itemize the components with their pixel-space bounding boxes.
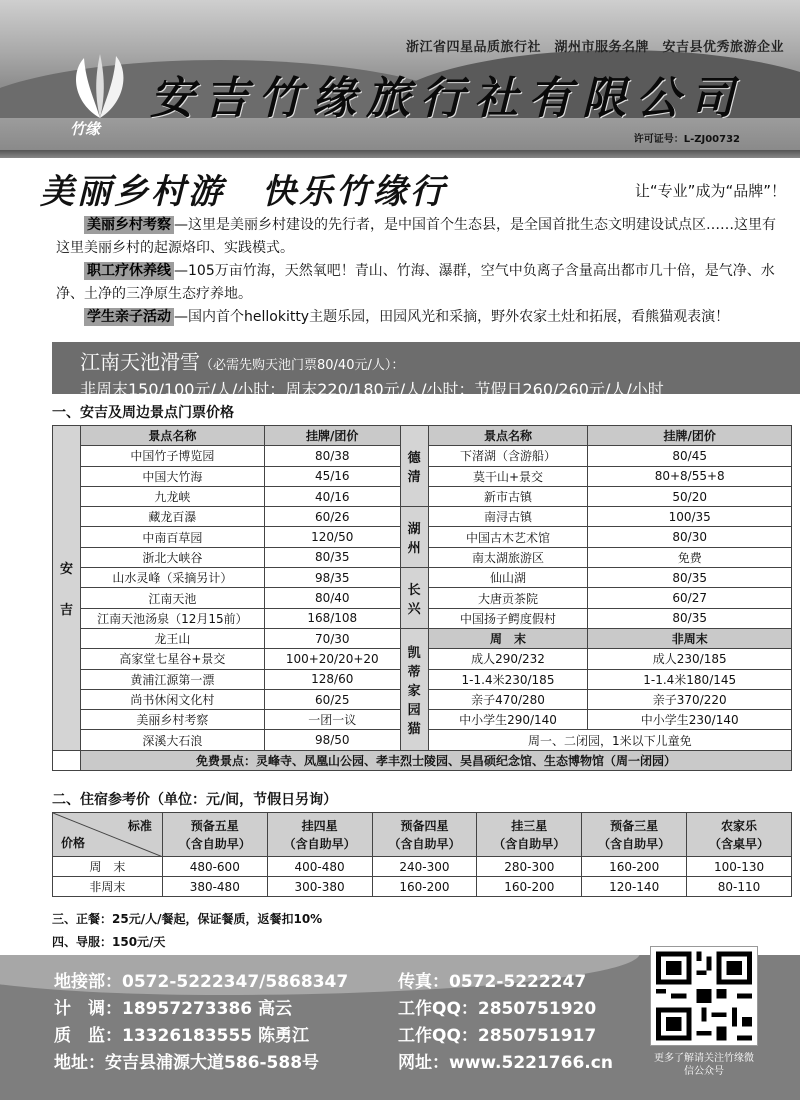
attraction-name: 新市古镇 (428, 486, 588, 506)
contact-primary: 地接部：0572-5222347/5868347 (54, 972, 349, 992)
kaidi-header-weekend: 周 末 (428, 628, 588, 648)
intro-tag: 美丽乡村考察 (84, 216, 174, 234)
lodging-price-cell: 80-110 (687, 877, 792, 897)
attraction-name: 仙山湖 (428, 568, 588, 588)
attraction-name: 中国古木艺术馆 (428, 527, 588, 547)
meal-info: 三、正餐：25元/人/餐起，保证餐质，返餐扣10% (52, 912, 323, 926)
lodging-col-header (372, 813, 477, 857)
attraction-price: 100/35 (588, 507, 792, 527)
lodging-col-title: 农家乐 (721, 818, 758, 833)
attraction-price: 168/108 (264, 608, 400, 628)
ski-banner (52, 342, 800, 399)
free-row-spacer (53, 750, 81, 770)
sub-slogan: 让“专业”成为“品牌”！ (634, 182, 786, 200)
attraction-name: 下渚湖（含游船） (428, 446, 588, 466)
lodging-price-cell: 240-300 (372, 857, 477, 877)
attraction-name: 中南百草园 (80, 527, 264, 547)
attraction-price: 80/35 (588, 608, 792, 628)
ski-prices: 非周末150/100元/人/小时；周末220/180元/人/小时；节假日260/260元/人/小时 (80, 380, 664, 399)
kaidi-weekday-price: 中小学生230/140 (588, 710, 792, 730)
lodging-col-title: 预备五星 (190, 818, 239, 833)
company-name: 安吉竹缘旅行社有限公司 (150, 73, 744, 124)
region-label-char: 家 (407, 683, 421, 699)
kaidi-weekend-price: 成人290/232 (428, 649, 588, 669)
col-header-name: 景点名称 (80, 426, 264, 446)
ski-heading (80, 346, 800, 375)
col-header-price: 挂牌/团价 (588, 426, 792, 446)
region-label-char: 湖 (407, 522, 421, 538)
attraction-name: 黄浦江源第一漂 (80, 669, 264, 689)
attraction-name: 尚书休闲文化村 (80, 689, 264, 709)
region-label-char: 凯 (407, 645, 421, 661)
intro-text: —国内首个hellokitty主题乐园，田园风光和采摘，野外农家土灶和拓展，看熊猫观表演！ (174, 309, 730, 325)
lodging-row-weekend (53, 857, 792, 877)
attraction-price: 80/35 (588, 568, 792, 588)
license-number: 许可证号：L-ZJ00732 (633, 134, 740, 145)
contact-line (54, 967, 587, 992)
contact-primary: 地址：安吉县浦源大道586-588号 (54, 1053, 320, 1073)
lodging-row-weekday (53, 877, 792, 897)
region-label-char: 吉 (59, 602, 73, 618)
lodging-col-note: （含自助早） (598, 836, 671, 851)
lodging-price-cell: 280-300 (477, 857, 582, 877)
header-divider (0, 150, 800, 158)
attraction-price: 80/40 (264, 588, 400, 608)
lodging-col-note: （含自助早） (388, 836, 461, 851)
kaidi-note: 周一、二闭园，1米以下儿童免 (428, 730, 791, 750)
kaidi-header-weekday: 非周末 (588, 628, 792, 648)
lodging-col-title: 预备三星 (610, 818, 659, 833)
ticket-price-table (52, 425, 792, 771)
attraction-name: 龙王山 (80, 628, 264, 648)
intro-text: —这里是美丽乡村建设的先行者，是中国首个生态县，是全国首批生态文明建设试点区……这里有这里美丽乡村的起源烙印、实践模式。 (56, 217, 776, 256)
ski-note: （必需先购天池门票80/40元/人）： (200, 358, 405, 373)
attraction-price: 60/27 (588, 588, 792, 608)
kaidi-weekday-price: 1-1.4米180/145 (588, 669, 792, 689)
kaidi-weekend-price: 亲子470/280 (428, 689, 588, 709)
region-label (400, 426, 428, 507)
col-header-price: 挂牌/团价 (264, 426, 400, 446)
attraction-price: 一团一议 (264, 710, 400, 730)
attraction-name: 藏龙百瀑 (80, 507, 264, 527)
lodging-corner-price: 价格 (61, 836, 86, 850)
kaidi-weekday-price: 亲子370/220 (588, 689, 792, 709)
lodging-price-cell: 160-200 (582, 857, 687, 877)
attraction-name: 中国扬子鳄度假村 (428, 608, 588, 628)
kaidi-weekend-price: 中小学生290/140 (428, 710, 588, 730)
kaidi-weekday-price: 成人230/185 (588, 649, 792, 669)
attraction-name: 南太湖旅游区 (428, 547, 588, 567)
attraction-price: 80/30 (588, 527, 792, 547)
intro-paragraph (0, 306, 786, 329)
lodging-price-cell: 300-380 (267, 877, 372, 897)
attraction-name: 大唐贡茶院 (428, 588, 588, 608)
region-label-char: 兴 (407, 602, 421, 618)
region-label-char: 清 (407, 470, 421, 486)
contact-primary: 计 调：18957273386 高云 (54, 999, 293, 1019)
region-label-char: 猫 (407, 721, 421, 737)
attraction-name: 美丽乡村考察 (80, 710, 264, 730)
lodging-price-cell: 100-130 (687, 857, 792, 877)
contact-secondary: 工作QQ：2850751917 (398, 1026, 597, 1046)
attraction-price: 128/60 (264, 669, 400, 689)
attraction-name: 高家堂七星谷+景交 (80, 649, 264, 669)
ticket-row (53, 426, 792, 446)
lodging-corner-cell (53, 813, 163, 857)
lodging-price-cell: 120-140 (582, 877, 687, 897)
region-label (400, 507, 428, 568)
intro-tag: 职工疗休养线 (84, 262, 174, 280)
attraction-price: 70/30 (264, 628, 400, 648)
attraction-price: 免费 (588, 547, 792, 567)
attraction-price: 120/50 (264, 527, 400, 547)
attraction-name: 浙北大峡谷 (80, 547, 264, 567)
intro-tag: 学生亲子活动 (84, 308, 174, 326)
attraction-price: 60/25 (264, 689, 400, 709)
lodging-price-cell: 160-200 (372, 877, 477, 897)
lodging-col-title: 预备四星 (400, 818, 449, 833)
contact-primary: 质 监：13326183555 陈勇江 (54, 1026, 310, 1046)
lodging-col-header (687, 813, 792, 857)
lodging-col-header (582, 813, 687, 857)
ticket-row (53, 507, 792, 527)
attraction-price: 45/16 (264, 466, 400, 486)
lodging-col-header (267, 813, 372, 857)
kaidi-weekend-price: 1-1.4米230/185 (428, 669, 588, 689)
intro-paragraph (0, 214, 786, 260)
attraction-price: 80/45 (588, 446, 792, 466)
lodging-price-cell: 480-600 (162, 857, 267, 877)
lodging-col-note: （含桌早） (709, 836, 770, 851)
contact-line (54, 994, 597, 1019)
lodging-col-header (162, 813, 267, 857)
region-label-char: 州 (407, 541, 421, 557)
attraction-price: 60/26 (264, 507, 400, 527)
attraction-price: 80/38 (264, 446, 400, 466)
region-label-char: 长 (407, 583, 421, 599)
intro-text: —105万亩竹海，天然氧吧！青山、竹海、瀑群，空气中负离子含量高出都市几十倍，是气净、水净、土净的三净原生态疗养地。 (56, 263, 775, 302)
attraction-name: 中国大竹海 (80, 466, 264, 486)
attraction-name: 山水灵峰（采摘另计） (80, 568, 264, 588)
ski-title: 江南天池滑雪 (80, 350, 200, 374)
lodging-row-label: 周 末 (53, 857, 163, 877)
lodging-header-row (53, 813, 792, 857)
lodging-corner-standard: 标准 (127, 819, 152, 833)
region-label (400, 568, 428, 629)
contact-line (54, 1048, 613, 1073)
lodging-col-note: （含自助早） (283, 836, 356, 851)
region-label (400, 628, 428, 750)
attraction-price: 80+8/55+8 (588, 466, 792, 486)
section-title-tickets: 一、安吉及周边景点门票价格 (52, 405, 234, 421)
region-label-char: 安 (59, 561, 73, 577)
contact-secondary: 网址：www.5221766.cn (398, 1053, 613, 1073)
attraction-price: 98/35 (264, 568, 400, 588)
contact-secondary: 传真：0572-5222247 (398, 972, 587, 992)
lodging-col-note: （含自助早） (493, 836, 566, 851)
attraction-name: 深溪大石浪 (80, 730, 264, 750)
region-label-char: 园 (407, 702, 421, 718)
header-banner (0, 0, 800, 150)
free-attractions: 免费景点：灵峰寺、凤凰山公园、孝丰烈士陵园、吴昌硕纪念馆、生态博物馆（周一闭园） (80, 750, 791, 770)
ticket-row (53, 568, 792, 588)
logo-text: 竹缘 (70, 120, 101, 138)
ticket-row (53, 628, 792, 648)
attraction-price: 40/16 (264, 486, 400, 506)
guide-info: 四、导服：150元/天 (52, 935, 166, 949)
attraction-name: 江南天池 (80, 588, 264, 608)
region-label (53, 426, 81, 751)
intro-paragraph (0, 260, 786, 306)
lodging-price-table (52, 812, 792, 897)
lodging-col-title: 挂三星 (511, 818, 548, 833)
intro-section (56, 214, 786, 329)
col-header-name: 景点名称 (428, 426, 588, 446)
section-title-lodging: 二、住宿参考价（单位：元/间，节假日另询） (52, 792, 338, 808)
free-attractions-row (53, 750, 792, 770)
lodging-price-cell: 400-480 (267, 857, 372, 877)
region-label-char: 德 (407, 451, 421, 467)
attraction-name: 南浔古镇 (428, 507, 588, 527)
wechat-qr-code-icon[interactable] (650, 946, 758, 1046)
attraction-name: 江南天池汤泉（12月15前） (80, 608, 264, 628)
lodging-col-title: 挂四星 (301, 818, 338, 833)
main-slogan: 美丽乡村游 快乐竹缘行 (40, 172, 447, 212)
qr-caption: 更多了解请关注竹缘微信公众号 (654, 1053, 754, 1077)
lodging-col-header (477, 813, 582, 857)
lodging-col-note: （含自助早） (178, 836, 251, 851)
attraction-price: 80/35 (264, 547, 400, 567)
contact-line (54, 1021, 597, 1046)
lodging-price-cell: 160-200 (477, 877, 582, 897)
contact-secondary: 工作QQ：2850751920 (398, 999, 597, 1019)
attraction-price: 100+20/20+20 (264, 649, 400, 669)
attraction-name: 莫干山+景交 (428, 466, 588, 486)
lodging-row-label: 非周末 (53, 877, 163, 897)
attraction-name: 九龙峡 (80, 486, 264, 506)
attraction-price: 50/20 (588, 486, 792, 506)
company-honors: 浙江省四星品质旅行社 湖州市服务名牌 安吉县优秀旅游企业 (405, 40, 784, 55)
lodging-price-cell: 380-480 (162, 877, 267, 897)
attraction-name: 中国竹子博览园 (80, 446, 264, 466)
region-label-char: 蒂 (407, 664, 421, 680)
attraction-price: 98/50 (264, 730, 400, 750)
